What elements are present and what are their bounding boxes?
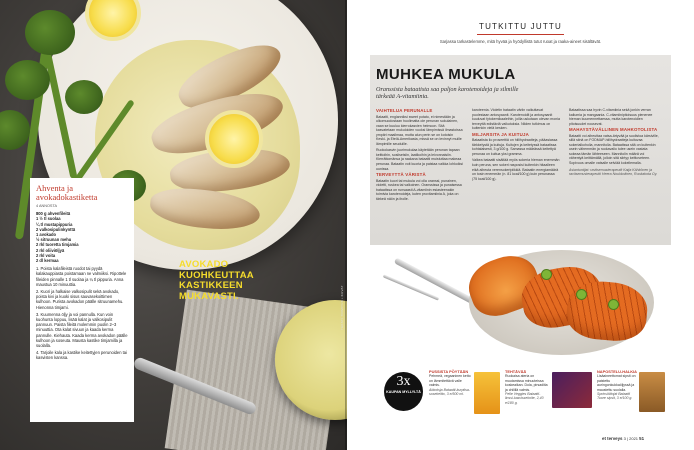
herb-garnish (577, 290, 586, 299)
column-paragraph: Ruokokasvin juurimukulaa käytetään perunan tapaan keittoihin, sosiiseisiin, laatikoihin ja leivonnaisiin. Kierrättomänsa ja raakana bataatti muistuttaa makeaa perunaa. Bataatin voit kuoria ja paistaa vaikka lohkoiksi uunissa. (376, 148, 463, 171)
article-column-3 (569, 108, 659, 179)
product-brand: Abbotsja Bataatti-kurpitsa-sosekeitto, 3 e/500 ml. (429, 387, 471, 397)
lemon-slice (205, 110, 263, 168)
broccoli-floret (0, 110, 30, 150)
ingredient: 2 rkl tuoretta timjamia (36, 242, 79, 248)
section-divider (477, 34, 564, 35)
herb-garnish (609, 300, 618, 309)
broccoli-floret (25, 10, 75, 55)
badge-number: 3x (396, 374, 411, 389)
article-column-1 (376, 108, 463, 203)
ingredient: 2 valkosipulinkynttä (36, 226, 76, 232)
ingredient: 2 rkl voita (36, 252, 56, 258)
product-package-chips (639, 372, 665, 412)
recipe-step: 1. Poista kalafileistä ruodot tai pyydä kalakauppiasta poistamaan ne valmiiksi. Ripottele fileiden pinnalle 1 tl suolaa ja ¼ tl pippuria. Anna maustua 10 minuuttia. (36, 266, 127, 287)
product-text: Pehmeä, vegaaninen ketto on lämmitettävä valle valmis. (429, 374, 471, 388)
issue-number: 3 | 2021 (623, 436, 639, 441)
broccoli-floret (5, 60, 50, 100)
product-text: Lisäaineettomat sipsit on paistettu auringonkukkaöljyssä ja maustettu suolalla. (597, 374, 636, 392)
recipe-servings: 4 ANNOSTA (36, 204, 58, 208)
shop-badge (384, 372, 423, 411)
page-footer (602, 436, 644, 441)
recipe-step: 4. Tarjoile kala ja kastike keitettyjen perunoiden tai kasvisten kanssa. (36, 350, 127, 361)
expert-credit: Asiantuntijat: ravitsemusterapeutit Katja Kähkönen ja ravitsemusterapeutti Heera Noukkolinen, Ruokakota Oy. (569, 167, 658, 177)
product-description (429, 370, 473, 396)
product-description (597, 370, 637, 401)
recipe-steps (36, 266, 128, 360)
feature-lead: Oranssista bataatista saa paljon karotenoideja ja silmille tärkeää A-vitamiinia. (376, 86, 519, 100)
broccoli-floret (65, 80, 103, 114)
herb-garnish (542, 270, 551, 279)
right-page (347, 0, 694, 450)
ingredient-list (36, 211, 128, 263)
product-package-soup (474, 372, 500, 414)
product-brand: Pelle Veggies Bataatti-linssi-kasvissekoite, 2,40 e/180 g. (505, 392, 544, 405)
product-heading: PUSSISTA PÖYTÄÄN (429, 369, 469, 374)
article-column-2 (472, 108, 560, 183)
column-paragraph: Bataatti, englanniksi sweet potato, ei nimestään ja ulkomuodostaan huolimatta ole perunan sukulainen, vaan se kuuluu kierrokasvien heimoon. Sitä kasvatetaan mukuloiden vuoksi lämpimissä ilmastoissa ympäri maailmaa, mutta alun perin se on kotoisin Keski- ja Etelä-Amerikasta, missä se on levinnyt muille lämpimille seuduille. (376, 114, 463, 146)
product-description (505, 370, 549, 405)
ingredient: ¼ tl mustapippuria (36, 221, 73, 227)
ingredient: 1 avokado (36, 232, 57, 238)
product-package-veggie-mix (552, 372, 592, 408)
photo-credit: TEKSTI TOIMITUS • KUVAT (340, 285, 344, 330)
column-heading: MILJARSITA JA KUITUJA (472, 131, 529, 137)
recipe-step: 2. Kuori ja halkaise valkosipulit sekä avokado, poista kivi ja kuoki sisus sauvasekoittimen kulhoon. Purista avokadon päälle sitruunamehu. Hienonna timjami. (36, 289, 124, 310)
product-heading: NAPOSTELU-HALKIA (597, 369, 637, 374)
section-title: TUTKITTU JUTTU (478, 22, 562, 31)
column-paragraph: Valkea bataatti sisältää myös sokeria hieman enemmän kuin peruna, sen sokeri rasposisi kuitenkin hitaalleen eikä aiheuta verensokeripiikkiä. Bataatin energiamäärä on tosin enemmän (n. 81 kcal/100 g) kuin perunassa (75 kcal/100 g). (472, 158, 560, 181)
feature-title: MUHKEA MUKULA (376, 66, 516, 83)
ingredient: 800 g ahvenfileitä (36, 211, 71, 217)
recipe-step: 3. Kuumenna öljy ja voi pannulla. Kun voin kuohunta loppuu, lisää kalat ja valkosipulit pannuun. Paista fileitä molemmin puolin 2–3 minuuttia. Ota kalat sivuun ja kaada kerma pannulle. Kiehauta. Kaada kerma avokadon päälle kulhoon ja soseuta. Mausta kastike timjamilla ja suolalla. (36, 311, 128, 349)
section-subtitle: Sarjassa tarkastelemme, mitä hyvää ja hyödyllistä tutut ruoat ja raaka-aineet sisältävät. (439, 39, 602, 44)
column-paragraph: Bataatin kuori tai mukula voi olla oranssi, punainen, violetti, ruskea tai valkoinen. Oranssissa ja punaisessa bataatissa on runsaasti A-vitamiinin esiasteenakin toimivia karotenoideja, kuten provitamiinia A, joka on tärkeä näön ja iholle. (376, 178, 462, 201)
ingredient: ½ sitruunan mehu (36, 237, 72, 243)
column-heading: TERVEYTTÄ VÄRISTÄ (376, 172, 426, 178)
column-paragraph: Bataatti voi aiheuttaa vatsa-ärtyvää ja suolistoa kärsiville, sillä siinä on FODMAP-hiilihydraatteja kuituvaa sokerialkoholia, mannitolia. Bataatissa sitä on kuitenkin usein vähemmän ja ruokavalio tulee usein vastata sokeaa tämän lähteeseen. Mannitolin määrä voi vähentyä keittämällä, jolloin sitä siirtyy keittoveteen. Sopivuus omalle vatsalle selviää kokeilemalla. (569, 133, 659, 166)
photo-headline: AVOKADO KUOHKEUTTAA KASTIKKEEN MUKAVASTI. (179, 259, 254, 302)
product-brand: Sprinsiöttojat Bataatti Tuore sipsit, 3 e/100 g. (597, 392, 633, 401)
column-paragraph: Bataatista ilo proseettiä on hiilihydraatteja, pääasiassa tärkkelystä ja kuituja. Kuitujen ja keitetyssä bataatissa kohtalaisesti, 3 g/100 g. Samassa määrässä keitettyä perunaa on kuitua yksi gramma. (472, 138, 558, 156)
column-paragraph: Bataatissa saa hyvin C-vitamiinia sekä jonkin verran kaliumia ja mangaania. C-vitamiinipitoisuus pienenee hieman kuumennettaessa, mutta karotenoidien pitoisuudet nousevat. (569, 108, 653, 126)
recipe-title: Ahventa ja avokadokastiketta (36, 183, 98, 202)
magazine-name: et terveys (602, 436, 623, 441)
product-text: Ruokaisa ateria on muutamissa minuuteissa koskeaikan. Dola, pirsaditia ja chilillä valmis. (505, 374, 548, 392)
recipe-box (30, 178, 134, 422)
column-heading: VAIHTELUA PERUNALLE (376, 108, 433, 113)
column-paragraph: karoteenia. Violetin bataatin väriin vaikuttavat puolestaan antosyaanit. Karotenoidit ja antosyaanit kuuluvat fytokemikaaleihin, joilla uskotaan olevan monia terveyttä edistäviä vaikutuksia. Niiden tutkimus on kuitenkin vielä kesken. (472, 108, 560, 131)
ingredient: 2 dl kermaa (36, 258, 59, 264)
badge-label: KAUPAN MYLLYLTÄ (386, 390, 421, 394)
ingredient: 2 rkl oliiviöljyä (36, 247, 65, 253)
ingredient: 1 ½ tl suolaa (36, 216, 61, 222)
column-heading: MAHAYSTÄVÄLLINEN MAHKOTOLISTA (569, 127, 658, 133)
product-heading: TEHTÄVÄÄ (505, 369, 527, 374)
page-number: 51 (639, 436, 645, 441)
